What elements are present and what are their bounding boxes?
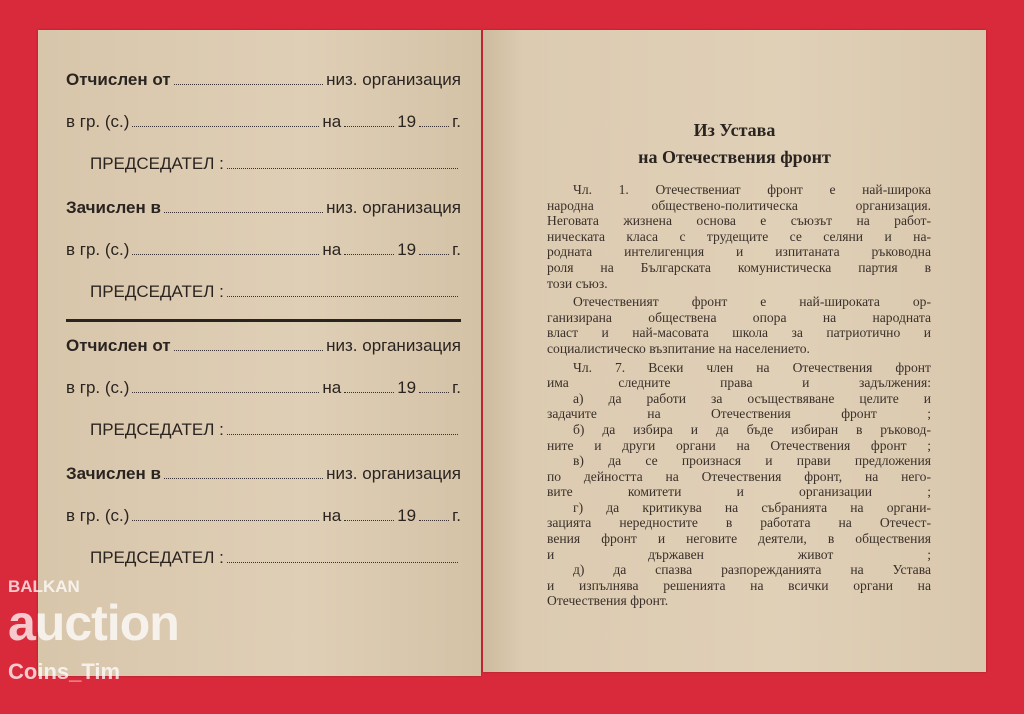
transfer-label: Зачислен в bbox=[66, 464, 161, 483]
left-page bbox=[38, 30, 481, 676]
divider bbox=[66, 319, 461, 322]
city-field[interactable] bbox=[132, 242, 319, 255]
statute-line: власт и най-масовата школа за патриотично и bbox=[547, 325, 931, 341]
date-field[interactable] bbox=[344, 242, 394, 255]
statute-line: ганизирана обществена опора на народната bbox=[547, 309, 931, 325]
year-field[interactable] bbox=[419, 508, 449, 521]
year-field[interactable] bbox=[419, 380, 449, 393]
statute-line: народна обществено-политическа организация. bbox=[547, 197, 931, 213]
year-prefix: 19 bbox=[397, 112, 417, 131]
watermark-coins-tim: Coins_Tim bbox=[8, 659, 121, 684]
organization-field[interactable] bbox=[174, 72, 323, 85]
statute-line: и изпълнява решенията на всички органи на bbox=[547, 577, 931, 593]
org-label: низ. организация bbox=[326, 198, 461, 217]
year-prefix: 19 bbox=[397, 506, 417, 525]
organization-field[interactable] bbox=[174, 338, 323, 351]
statute-line: задачите на Отечествения фронт ; bbox=[547, 406, 931, 422]
date-field[interactable] bbox=[344, 380, 394, 393]
chairman-signature-field[interactable] bbox=[227, 156, 458, 169]
statute-line: родната интелигенция и изпитаната ръководна bbox=[547, 244, 931, 260]
statute-line: има следните права и задължения: bbox=[547, 375, 931, 391]
chairman-label: ПРЕДСЕДАТЕЛ : bbox=[90, 548, 224, 567]
form-row-chairman bbox=[66, 548, 461, 568]
city-label: в гр. (с.) bbox=[66, 112, 130, 131]
date-on-label: на bbox=[322, 378, 342, 397]
statute-line: вения фронт и неговите деятели, в обществения bbox=[547, 531, 931, 547]
org-label: низ. организация bbox=[326, 336, 461, 355]
form-row-organization bbox=[66, 198, 461, 218]
form-row-organization bbox=[66, 464, 461, 484]
city-field[interactable] bbox=[132, 114, 319, 127]
year-field[interactable] bbox=[419, 114, 449, 127]
year-field[interactable] bbox=[419, 242, 449, 255]
form-row-city-date bbox=[66, 240, 461, 260]
chairman-signature-field[interactable] bbox=[227, 284, 458, 297]
org-label: низ. организация bbox=[326, 464, 461, 483]
organization-field[interactable] bbox=[164, 466, 323, 479]
date-on-label: на bbox=[322, 506, 342, 525]
statute-line: Чл. 7. Всеки член на Отечествения фронт bbox=[573, 359, 931, 375]
statute-line: Отечествения фронт. bbox=[547, 593, 669, 609]
org-label: низ. организация bbox=[326, 70, 461, 89]
date-field[interactable] bbox=[344, 508, 394, 521]
chairman-signature-field[interactable] bbox=[227, 422, 458, 435]
statute-title: Из Устава bbox=[693, 120, 776, 140]
city-label: в гр. (с.) bbox=[66, 378, 130, 397]
year-suffix: г. bbox=[452, 506, 461, 525]
form-row-organization bbox=[66, 70, 461, 90]
statute-line: този съюз. bbox=[547, 275, 608, 291]
statute-line: а) да работи за осъществяване целите и bbox=[573, 390, 931, 406]
year-suffix: г. bbox=[452, 112, 461, 131]
year-suffix: г. bbox=[452, 378, 461, 397]
statute-line: б) да избира и да бъде избиран в ръковод- bbox=[573, 421, 931, 437]
statute-line: Неговата жизнена основа е съюзът на работ- bbox=[547, 213, 931, 229]
statute-line: г) да критикува на събранията на органи- bbox=[573, 499, 931, 515]
organization-field[interactable] bbox=[164, 200, 323, 213]
city-field[interactable] bbox=[132, 380, 319, 393]
chairman-signature-field[interactable] bbox=[227, 550, 458, 563]
city-label: в гр. (с.) bbox=[66, 506, 130, 525]
watermark-auction: auction bbox=[8, 595, 179, 651]
form-row-city-date bbox=[66, 112, 461, 132]
form-row-chairman bbox=[66, 420, 461, 440]
city-label: в гр. (с.) bbox=[66, 240, 130, 259]
statute-text bbox=[547, 182, 931, 609]
year-prefix: 19 bbox=[397, 240, 417, 259]
statute-line: зацията нередностите в работата на Отечест- bbox=[547, 515, 931, 531]
statute-line: Отечественият фронт е най-широката ор- bbox=[573, 294, 931, 310]
date-field[interactable] bbox=[344, 114, 394, 127]
watermark-balkan: BALKAN bbox=[8, 577, 80, 596]
date-on-label: на bbox=[322, 240, 342, 259]
form-row-city-date bbox=[66, 378, 461, 398]
date-on-label: на bbox=[322, 112, 342, 131]
form-row-chairman bbox=[66, 154, 461, 174]
transfer-label: Отчислен от bbox=[66, 336, 171, 355]
chairman-label: ПРЕДСЕДАТЕЛ : bbox=[90, 282, 224, 301]
statute-line: ните и други органи на Отечествения фронт ; bbox=[547, 437, 931, 453]
transfer-label: Отчислен от bbox=[66, 70, 171, 89]
chairman-label: ПРЕДСЕДАТЕЛ : bbox=[90, 154, 224, 173]
right-page bbox=[483, 30, 986, 672]
statute-line: по дейността на Отечествения фронт, на него- bbox=[547, 468, 931, 484]
year-prefix: 19 bbox=[397, 378, 417, 397]
statute-subtitle: на Отечествения фронт bbox=[638, 147, 831, 167]
statute-line: вите комитети и организации ; bbox=[547, 484, 931, 500]
statute-line: роля на Българската комунистическа партия в bbox=[547, 259, 931, 275]
form-row-organization bbox=[66, 336, 461, 356]
statute-line: социалистическо възпитание на населението. bbox=[547, 340, 810, 356]
statute-line: и държавен живот ; bbox=[547, 546, 931, 562]
chairman-label: ПРЕДСЕДАТЕЛ : bbox=[90, 420, 224, 439]
statute-line: ническата класа с трудещите се селяни и на- bbox=[547, 228, 931, 244]
transfer-label: Зачислен в bbox=[66, 198, 161, 217]
form-row-city-date bbox=[66, 506, 461, 526]
statute-line: в) да се произнася и прави предложения bbox=[573, 453, 931, 469]
form-row-chairman bbox=[66, 282, 461, 302]
city-field[interactable] bbox=[132, 508, 319, 521]
statute-line: д) да спазва разпорежданията на Устава bbox=[573, 562, 931, 578]
statute-line: Чл. 1. Отечествениат фронт е най-широка bbox=[573, 182, 931, 197]
year-suffix: г. bbox=[452, 240, 461, 259]
